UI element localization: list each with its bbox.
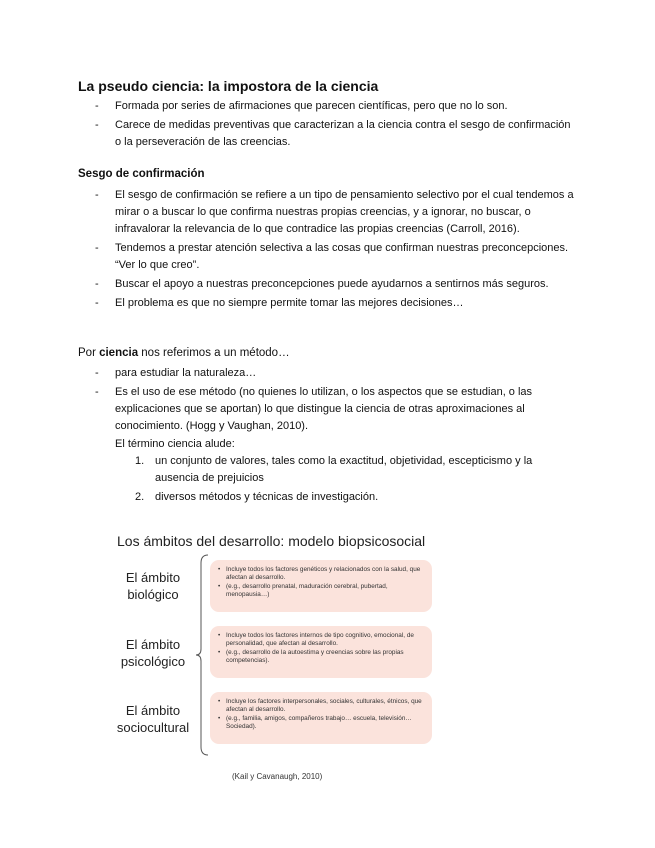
card-point: • (e.g., desarrollo de la autoestima y creencias sobre las propias competencias). [218,648,404,665]
dash-bullet: - [95,278,99,290]
diagram-title: Los ámbitos del desarrollo: modelo biopsicosocial [117,533,426,549]
ciencia-intro: Por ciencia nos referimos a un método… [78,347,290,359]
dash-bullet: - [95,100,99,112]
termino-ciencia-line: El término ciencia alude: [115,438,235,450]
section-heading-sesgo: Sesgo de confirmación [78,168,205,180]
card-point: • (e.g., desarrollo prenatal, maduración cerebral, pubertad, menopausia…) [218,582,388,599]
dash-bullet: - [95,297,99,309]
domain-label-sociocultural: El ámbito sociocultural [116,703,190,735]
ciencia-bold-term: ciencia [99,347,139,359]
domain-label-biologico: El ámbito biológico [125,570,181,602]
dash-bullet: - [95,119,99,131]
list-item: - Tendemos a prestar atención selectiva a las cosas que confirman nuestras preconcepciones. “Ver lo que creo”. [95,242,569,271]
domain-label-psicologico: El ámbito psicológico [120,637,186,669]
diagram-citation: (Kail y Cavanaugh, 2010) [232,772,323,781]
pseudociencia-bullet-list [95,98,575,153]
left-brace-icon [196,553,210,757]
list-item: - Formada por series de afirmaciones que parecen científicas, pero que no lo son. [95,98,575,115]
domain-card-sociocultural [210,692,432,744]
list-item: 2. diversos métodos y técnicas de investigación. [135,491,379,503]
domain-card-biologico [210,560,432,612]
domain-card-psicologico [210,626,432,678]
list-item: - El problema es que no siempre permite tomar las mejores decisiones… [95,295,575,312]
list-item: - Es el uso de ese método (no quienes lo utilizan, o los aspectos que se estudian, o las explicaciones que se aportan) lo que distingue la ciencia de otras aproximaciones al conocimiento. (Hogg y Vaughan, 2010). [95,386,533,432]
dash-bullet: - [95,386,99,398]
sesgo-bullet-list [95,187,575,314]
list-item: - Buscar el apoyo a nuestras preconcepciones puede ayudarnos a sentirnos más seguros. [95,276,575,293]
list-item: - El sesgo de confirmación se refiere a un tipo de pensamiento selectivo por el cual tendemos a mirar o a buscar lo que confirma nuestras propias creencias, y a ignorar, no buscar, o infravalorar la relevancia de lo que contradice las propias creencias (Carroll, 2016). [95,189,574,235]
card-point: • Incluye todos los factores internos de tipo cognitivo, emocional, de personalidad, que afectan al desarrollo. [218,632,414,648]
list-item: 1. un conjunto de valores, tales como la exactitud, objetividad, escepticismo y la ausencia de prejuicios [135,455,533,484]
list-item: - para estudiar la naturaleza… [95,365,575,382]
card-point: • (e.g., familia, amigos, compañeros trabajo… escuela, televisión… Sociedad). [218,714,412,731]
dash-bullet: - [95,242,99,254]
dash-bullet: - [95,189,99,201]
termino-numbered-list [135,453,575,508]
ciencia-bullet-list [95,365,575,437]
card-point: • Incluye los factores interpersonales, sociales, culturales, étnicos, que afectan al desarrollo. [218,698,422,714]
dash-bullet: - [95,367,99,379]
section-title-pseudociencia: La pseudo ciencia: la impostora de la ciencia [78,78,379,94]
list-item: - Carece de medidas preventivas que caracterizan a la ciencia contra el sesgo de confirmación o la perseveración de las creencias. [95,119,571,148]
card-point: • Incluye todos los factores genéticos y relacionados con la salud, que afectan al desarrollo. [218,566,421,582]
